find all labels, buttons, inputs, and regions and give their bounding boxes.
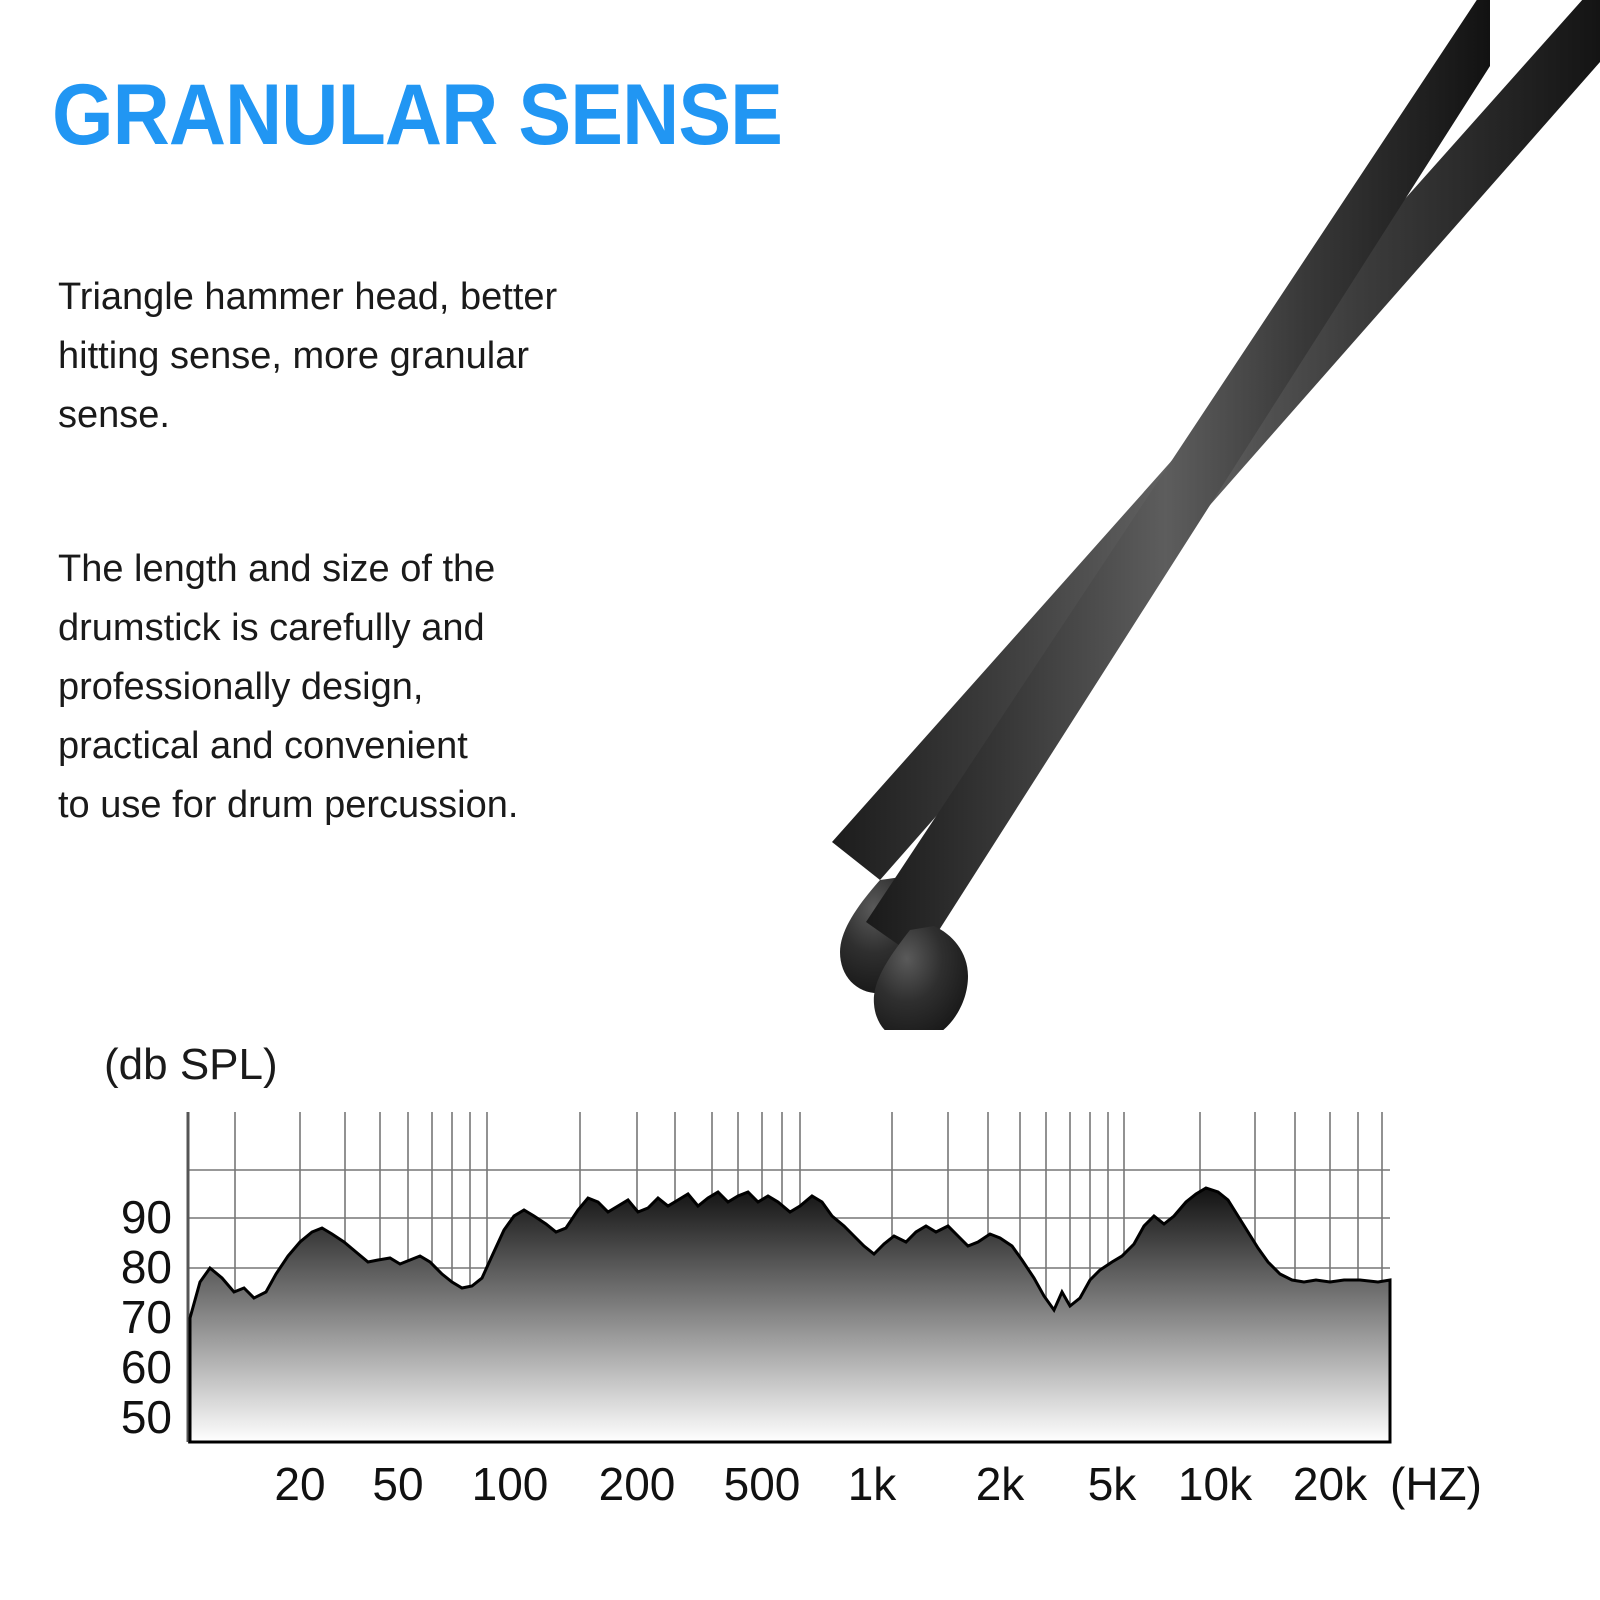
paragraph-line: hitting sense, more granular [58, 334, 530, 377]
svg-text:100: 100 [471, 1458, 549, 1510]
chart-y-tick-labels [121, 1191, 172, 1443]
description-paragraph-1 [58, 268, 557, 445]
paragraph-line: drumstick is carefully and [58, 606, 485, 649]
chart-y-axis-label: (db SPL) [104, 1040, 278, 1089]
svg-text:20k: 20k [1292, 1458, 1368, 1510]
svg-text:20: 20 [274, 1458, 326, 1510]
svg-text:90: 90 [120, 1191, 172, 1243]
svg-text:2k: 2k [975, 1458, 1025, 1510]
svg-text:50: 50 [372, 1458, 424, 1510]
product-image-drumsticks [740, 0, 1600, 1030]
paragraph-line: to use for drum percussion. [58, 783, 519, 826]
paragraph-line: The length and size of the [58, 548, 496, 590]
paragraph-line: professionally design, [58, 665, 424, 708]
svg-text:60: 60 [120, 1341, 172, 1393]
paragraph-line: practical and convenient [58, 724, 468, 767]
description-paragraph-2 [58, 540, 518, 834]
drumstick-lower [866, 0, 1490, 1030]
svg-text:1k: 1k [847, 1458, 897, 1510]
chart-x-tick-labels [274, 1458, 1482, 1510]
svg-text:80: 80 [120, 1241, 172, 1293]
drumsticks-illustration [740, 0, 1600, 1030]
page-title: GRANULAR SENSE [52, 67, 783, 163]
paragraph-line: sense. [58, 393, 170, 436]
svg-text:10k: 10k [1177, 1458, 1253, 1510]
svg-text:50: 50 [120, 1391, 172, 1443]
paragraph-line: Triangle hammer head, better [58, 276, 558, 318]
chart-svg [0, 1030, 1600, 1600]
chart-response-curve [190, 1188, 1390, 1442]
svg-text:70: 70 [120, 1291, 172, 1343]
svg-text:(HZ): (HZ) [1390, 1458, 1482, 1510]
svg-text:5k: 5k [1087, 1458, 1137, 1510]
svg-text:500: 500 [723, 1458, 801, 1510]
svg-text:200: 200 [598, 1458, 676, 1510]
frequency-response-chart [0, 1030, 1600, 1600]
